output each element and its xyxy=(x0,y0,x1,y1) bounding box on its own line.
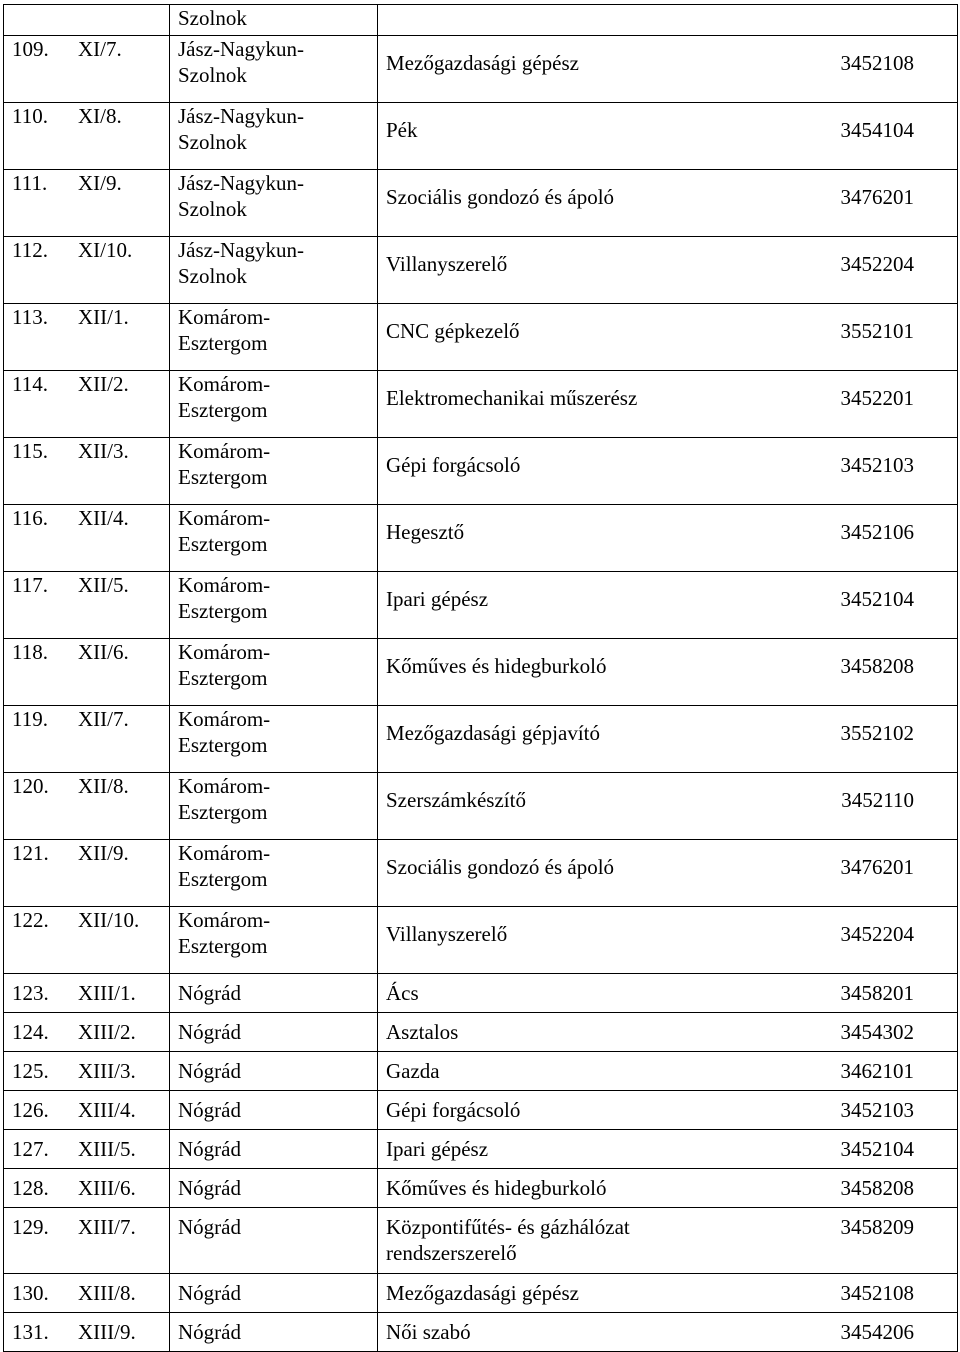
table-row xyxy=(4,438,958,505)
cell-no-id xyxy=(4,1274,170,1313)
row-number: 123. xyxy=(12,981,49,1005)
cell-code xyxy=(818,1013,958,1052)
cell-county xyxy=(170,773,378,840)
cell-no-id xyxy=(4,840,170,907)
cell-no-id xyxy=(4,1208,170,1274)
county-line-1: Komárom- xyxy=(178,372,271,396)
job-title: Hegesztő xyxy=(386,520,465,544)
row-code-id: XI/9. xyxy=(78,171,122,195)
job-code: 3552101 xyxy=(840,319,914,343)
table-row xyxy=(4,505,958,572)
table-row xyxy=(4,1169,958,1208)
row-code-id: XII/10. xyxy=(78,908,140,932)
county-text: Nógrád xyxy=(178,1020,241,1044)
cell-no-id xyxy=(4,1313,170,1352)
cell-code xyxy=(818,237,958,304)
county-line-1: Komárom- xyxy=(178,841,271,865)
cell-job xyxy=(378,103,818,170)
cell-county xyxy=(170,5,378,36)
table-row xyxy=(4,572,958,639)
job-code: 3452108 xyxy=(840,1281,914,1305)
county-line-1: Komárom- xyxy=(178,774,271,798)
row-number: 125. xyxy=(12,1059,49,1083)
row-number: 127. xyxy=(12,1137,49,1161)
row-number: 115. xyxy=(12,439,48,463)
row-identifier xyxy=(12,237,161,263)
cell-code xyxy=(818,840,958,907)
table-row xyxy=(4,773,958,840)
county-line-2: Szolnok xyxy=(178,130,247,154)
cell-job xyxy=(378,1169,818,1208)
row-code-id: XI/8. xyxy=(78,104,122,128)
cell-county xyxy=(170,1274,378,1313)
cell-code xyxy=(818,505,958,572)
row-number: 131. xyxy=(12,1320,49,1344)
row-number: 121. xyxy=(12,841,49,865)
job-code: 3454104 xyxy=(840,118,914,142)
table-row xyxy=(4,907,958,974)
job-code: 3458208 xyxy=(840,654,914,678)
cell-county xyxy=(170,1013,378,1052)
job-code: 3452201 xyxy=(840,386,914,410)
row-number: 116. xyxy=(12,506,48,530)
county-line-2: Esztergom xyxy=(178,331,268,355)
table-row xyxy=(4,103,958,170)
county-text: Nógrád xyxy=(178,1098,241,1122)
county-line-1: Komárom- xyxy=(178,506,271,530)
cell-county xyxy=(170,1169,378,1208)
job-title: Mezőgazdasági gépész xyxy=(386,1281,579,1305)
cell-code xyxy=(818,907,958,974)
cell-job xyxy=(378,170,818,237)
table-row xyxy=(4,1208,958,1274)
cell-job xyxy=(378,840,818,907)
table-row xyxy=(4,706,958,773)
job-code: 3452204 xyxy=(840,922,914,946)
cell-no-id xyxy=(4,36,170,103)
county-line-1: Komárom- xyxy=(178,707,271,731)
cell-job xyxy=(378,572,818,639)
row-identifier xyxy=(12,907,161,933)
row-identifier xyxy=(12,1280,161,1306)
job-title-line-1: Központifűtés- és gázhálózat xyxy=(386,1215,630,1239)
row-number: 130. xyxy=(12,1281,49,1305)
job-title: Mezőgazdasági gépjavító xyxy=(386,721,600,745)
row-identifier xyxy=(12,639,161,665)
table-row xyxy=(4,1313,958,1352)
row-code-id: XI/7. xyxy=(78,37,122,61)
row-number: 113. xyxy=(12,305,48,329)
row-number: 114. xyxy=(12,372,48,396)
cell-code xyxy=(818,103,958,170)
county-line-1: Komárom- xyxy=(178,573,271,597)
row-code-id: XIII/7. xyxy=(78,1215,136,1239)
row-identifier xyxy=(12,304,161,330)
cell-county xyxy=(170,572,378,639)
county-text: Nógrád xyxy=(178,1215,241,1239)
row-code-id: XII/9. xyxy=(78,841,129,865)
cell-no-id xyxy=(4,1169,170,1208)
cell-code xyxy=(818,639,958,706)
table-row xyxy=(4,237,958,304)
job-title: Szerszámkészítő xyxy=(386,788,526,812)
table-row xyxy=(4,371,958,438)
row-code-id: XIII/5. xyxy=(78,1137,136,1161)
cell-code xyxy=(818,706,958,773)
cell-job xyxy=(378,438,818,505)
row-code-id: XIII/6. xyxy=(78,1176,136,1200)
cell-code xyxy=(818,572,958,639)
county-line-1: Jász-Nagykun- xyxy=(178,37,304,61)
job-title: Kőműves és hidegburkoló xyxy=(386,654,607,678)
row-number: 129. xyxy=(12,1215,49,1239)
job-title: Szociális gondozó és ápoló xyxy=(386,185,615,209)
row-number: 109. xyxy=(12,37,49,61)
county-line-1: Jász-Nagykun- xyxy=(178,171,304,195)
county-line-2: Esztergom xyxy=(178,599,268,623)
row-identifier xyxy=(12,1058,161,1084)
cell-job xyxy=(378,304,818,371)
cell-no-id xyxy=(4,907,170,974)
job-code: 3452104 xyxy=(840,1137,914,1161)
job-title: Ipari gépész xyxy=(386,1137,489,1161)
cell-code xyxy=(818,1091,958,1130)
cell-no-id xyxy=(4,438,170,505)
row-number: 110. xyxy=(12,104,48,128)
cell-job xyxy=(378,1313,818,1352)
row-code-id: XII/5. xyxy=(78,573,129,597)
job-code: 3452106 xyxy=(840,520,914,544)
cell-county xyxy=(170,1208,378,1274)
row-number: 118. xyxy=(12,640,48,664)
job-title: CNC gépkezelő xyxy=(386,319,520,343)
job-title: Gazda xyxy=(386,1059,440,1083)
county-line-2: Esztergom xyxy=(178,398,268,422)
job-code: 3452108 xyxy=(840,51,914,75)
row-identifier xyxy=(12,371,161,397)
cell-code xyxy=(818,773,958,840)
cell-no-id xyxy=(4,5,170,36)
cell-county xyxy=(170,1313,378,1352)
cell-code xyxy=(818,1208,958,1274)
cell-job xyxy=(378,371,818,438)
row-number: 111. xyxy=(12,171,48,195)
cell-no-id xyxy=(4,639,170,706)
job-code: 3476201 xyxy=(840,185,914,209)
row-code-id: XII/8. xyxy=(78,774,129,798)
cell-no-id xyxy=(4,974,170,1013)
cell-job xyxy=(378,237,818,304)
job-code: 3458201 xyxy=(840,981,914,1005)
cell-county xyxy=(170,36,378,103)
county-text: Nógrád xyxy=(178,1281,241,1305)
table-row xyxy=(4,170,958,237)
county-text: Szolnok xyxy=(178,6,247,30)
job-code: 3458209 xyxy=(840,1215,914,1239)
cell-code xyxy=(818,1052,958,1091)
cell-county xyxy=(170,170,378,237)
cell-no-id xyxy=(4,170,170,237)
table-row xyxy=(4,1052,958,1091)
county-line-2: Esztergom xyxy=(178,666,268,690)
cell-job xyxy=(378,5,818,36)
cell-no-id xyxy=(4,773,170,840)
cell-job xyxy=(378,1091,818,1130)
row-identifier xyxy=(12,572,161,598)
job-code: 3454302 xyxy=(840,1020,914,1044)
job-title: Ács xyxy=(386,981,419,1005)
county-line-1: Komárom- xyxy=(178,439,271,463)
row-code-id: XII/3. xyxy=(78,439,129,463)
cell-job xyxy=(378,1208,818,1274)
row-identifier xyxy=(12,1319,161,1345)
table-row xyxy=(4,974,958,1013)
job-code: 3452110 xyxy=(841,788,914,812)
row-number: 122. xyxy=(12,908,49,932)
county-line-2: Esztergom xyxy=(178,532,268,556)
row-code-id: XIII/1. xyxy=(78,981,136,1005)
cell-no-id xyxy=(4,706,170,773)
row-identifier xyxy=(12,980,161,1006)
job-title: Villanyszerelő xyxy=(386,252,508,276)
county-line-1: Jász-Nagykun- xyxy=(178,238,304,262)
cell-job xyxy=(378,1013,818,1052)
cell-county xyxy=(170,907,378,974)
county-line-2: Esztergom xyxy=(178,867,268,891)
cell-code xyxy=(818,1313,958,1352)
row-identifier xyxy=(12,1214,161,1240)
job-title: Villanyszerelő xyxy=(386,922,508,946)
row-code-id: XII/6. xyxy=(78,640,129,664)
job-code: 3476201 xyxy=(840,855,914,879)
county-line-2: Szolnok xyxy=(178,264,247,288)
job-title: Gépi forgácsoló xyxy=(386,453,521,477)
row-identifier xyxy=(12,706,161,732)
row-number: 128. xyxy=(12,1176,49,1200)
row-code-id: XII/1. xyxy=(78,305,129,329)
cell-no-id xyxy=(4,1052,170,1091)
cell-code xyxy=(818,1169,958,1208)
row-code-id: XIII/8. xyxy=(78,1281,136,1305)
row-identifier xyxy=(12,438,161,464)
job-title: Asztalos xyxy=(386,1020,459,1044)
cell-code xyxy=(818,1130,958,1169)
row-code-id: XIII/2. xyxy=(78,1020,136,1044)
row-code-id: XIII/4. xyxy=(78,1098,136,1122)
county-line-2: Esztergom xyxy=(178,733,268,757)
row-number: 120. xyxy=(12,774,49,798)
cell-no-id xyxy=(4,1013,170,1052)
row-code-id: XIII/3. xyxy=(78,1059,136,1083)
row-number: 124. xyxy=(12,1020,49,1044)
job-code: 3552102 xyxy=(840,721,914,745)
job-code: 3452103 xyxy=(840,1098,914,1122)
cell-job xyxy=(378,36,818,103)
county-text: Nógrád xyxy=(178,1176,241,1200)
table-row xyxy=(4,5,958,36)
county-text: Nógrád xyxy=(178,981,241,1005)
row-code-id: XII/2. xyxy=(78,372,129,396)
table-row xyxy=(4,639,958,706)
row-identifier xyxy=(12,773,161,799)
cell-county xyxy=(170,1091,378,1130)
cell-county xyxy=(170,304,378,371)
cell-code xyxy=(818,170,958,237)
row-identifier xyxy=(12,1136,161,1162)
cell-code xyxy=(818,304,958,371)
row-identifier xyxy=(12,1019,161,1045)
row-identifier xyxy=(12,840,161,866)
cell-no-id xyxy=(4,505,170,572)
cell-job xyxy=(378,505,818,572)
row-number: 126. xyxy=(12,1098,49,1122)
row-identifier xyxy=(12,505,161,531)
cell-county xyxy=(170,639,378,706)
cell-county xyxy=(170,103,378,170)
county-line-1: Komárom- xyxy=(178,640,271,664)
cell-county xyxy=(170,505,378,572)
job-title: Pék xyxy=(386,118,418,142)
table-row xyxy=(4,1130,958,1169)
cell-job xyxy=(378,974,818,1013)
table-row xyxy=(4,1274,958,1313)
county-line-2: Esztergom xyxy=(178,465,268,489)
cell-job xyxy=(378,1130,818,1169)
cell-no-id xyxy=(4,1091,170,1130)
cell-job xyxy=(378,1052,818,1091)
cell-county xyxy=(170,371,378,438)
table-row xyxy=(4,36,958,103)
row-number: 119. xyxy=(12,707,48,731)
job-title: Ipari gépész xyxy=(386,587,489,611)
cell-no-id xyxy=(4,237,170,304)
county-line-2: Szolnok xyxy=(178,63,247,87)
job-title: Női szabó xyxy=(386,1320,471,1344)
job-title: Gépi forgácsoló xyxy=(386,1098,521,1122)
county-text: Nógrád xyxy=(178,1059,241,1083)
cell-code xyxy=(818,371,958,438)
row-number: 117. xyxy=(12,573,48,597)
row-identifier xyxy=(12,1097,161,1123)
cell-county xyxy=(170,974,378,1013)
county-line-1: Jász-Nagykun- xyxy=(178,104,304,128)
cell-code xyxy=(818,1274,958,1313)
job-code: 3452204 xyxy=(840,252,914,276)
job-title: Szociális gondozó és ápoló xyxy=(386,855,615,879)
cell-county xyxy=(170,1130,378,1169)
cell-job xyxy=(378,773,818,840)
row-identifier xyxy=(12,1175,161,1201)
county-text: Nógrád xyxy=(178,1137,241,1161)
table-row xyxy=(4,840,958,907)
cell-job xyxy=(378,639,818,706)
county-line-2: Szolnok xyxy=(178,197,247,221)
row-identifier xyxy=(12,36,161,62)
job-code: 3452104 xyxy=(840,587,914,611)
cell-county xyxy=(170,706,378,773)
job-code: 3454206 xyxy=(840,1320,914,1344)
table-row xyxy=(4,1013,958,1052)
row-code-id: XII/7. xyxy=(78,707,129,731)
county-line-2: Esztergom xyxy=(178,934,268,958)
cell-no-id xyxy=(4,1130,170,1169)
cell-job xyxy=(378,1274,818,1313)
row-code-id: XII/4. xyxy=(78,506,129,530)
cell-no-id xyxy=(4,572,170,639)
cell-county xyxy=(170,237,378,304)
cell-code xyxy=(818,5,958,36)
county-line-1: Komárom- xyxy=(178,908,271,932)
job-code: 3462101 xyxy=(840,1059,914,1083)
cell-code xyxy=(818,36,958,103)
vocational-table xyxy=(3,4,958,1352)
county-line-2: Esztergom xyxy=(178,800,268,824)
cell-code xyxy=(818,438,958,505)
table-body xyxy=(4,5,958,1352)
row-identifier xyxy=(12,170,161,196)
cell-job xyxy=(378,907,818,974)
job-code: 3452103 xyxy=(840,453,914,477)
cell-no-id xyxy=(4,304,170,371)
cell-county xyxy=(170,1052,378,1091)
job-title-line-2: rendszerszerelő xyxy=(386,1241,517,1265)
row-identifier xyxy=(12,103,161,129)
job-title: Kőműves és hidegburkoló xyxy=(386,1176,607,1200)
job-title: Elektromechanikai műszerész xyxy=(386,386,638,410)
row-number: 112. xyxy=(12,238,48,262)
county-line-1: Komárom- xyxy=(178,305,271,329)
cell-county xyxy=(170,438,378,505)
cell-county xyxy=(170,840,378,907)
row-code-id: XIII/9. xyxy=(78,1320,136,1344)
cell-job xyxy=(378,706,818,773)
cell-code xyxy=(818,974,958,1013)
job-title: Mezőgazdasági gépész xyxy=(386,51,579,75)
cell-no-id xyxy=(4,103,170,170)
county-text: Nógrád xyxy=(178,1320,241,1344)
job-code: 3458208 xyxy=(840,1176,914,1200)
row-code-id: XI/10. xyxy=(78,238,133,262)
table-row xyxy=(4,304,958,371)
table-row xyxy=(4,1091,958,1130)
cell-no-id xyxy=(4,371,170,438)
